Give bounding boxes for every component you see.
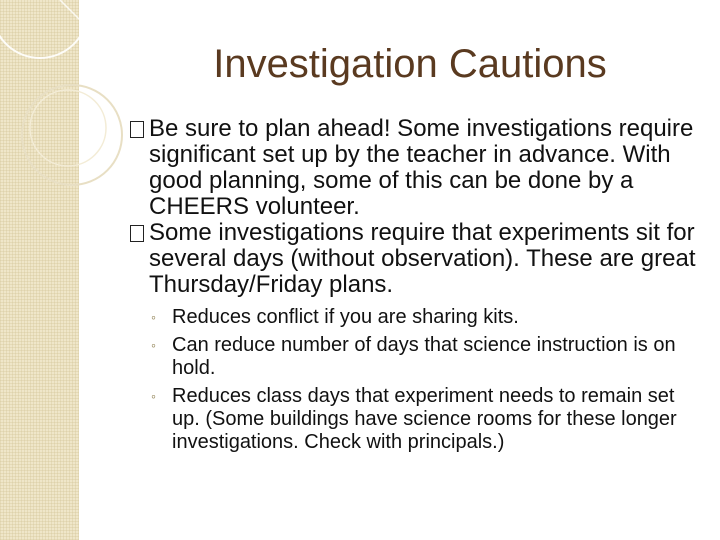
bullet-box-icon xyxy=(130,225,144,242)
sub-bullet-text: Can reduce number of days that science instruction is on hold. xyxy=(172,334,676,379)
sub-bullet-item xyxy=(149,385,705,454)
circle-bullet-icon: ◦ xyxy=(151,309,156,325)
bullet-list xyxy=(130,116,705,459)
slide-title: Investigation Cautions xyxy=(213,42,607,86)
circle-bullet-icon: ◦ xyxy=(151,388,156,404)
sub-bullet-text: Reduces conflict if you are sharing kits. xyxy=(172,306,519,328)
sub-bullet-item xyxy=(149,306,705,329)
bullet-box-icon xyxy=(130,121,144,138)
bullet-text: Some investigations require that experiments sit for several days (without observation). These are great Thursday/Friday plans. xyxy=(149,219,696,298)
circle-bullet-icon: ◦ xyxy=(151,337,156,353)
bullet-item xyxy=(130,220,705,298)
bullet-text: Be sure to plan ahead! Some investigations require significant set up by the teacher in advance. With good planning, some of this can be done by a CHEERS volunteer. xyxy=(149,115,694,220)
bullet-item xyxy=(130,116,705,220)
sub-bullet-item xyxy=(149,334,705,380)
sub-bullet-list xyxy=(130,306,705,454)
sub-bullet-text: Reduces class days that experiment needs to remain set up. (Some buildings have science rooms for these longer investigations. Check with principals.) xyxy=(172,385,677,453)
